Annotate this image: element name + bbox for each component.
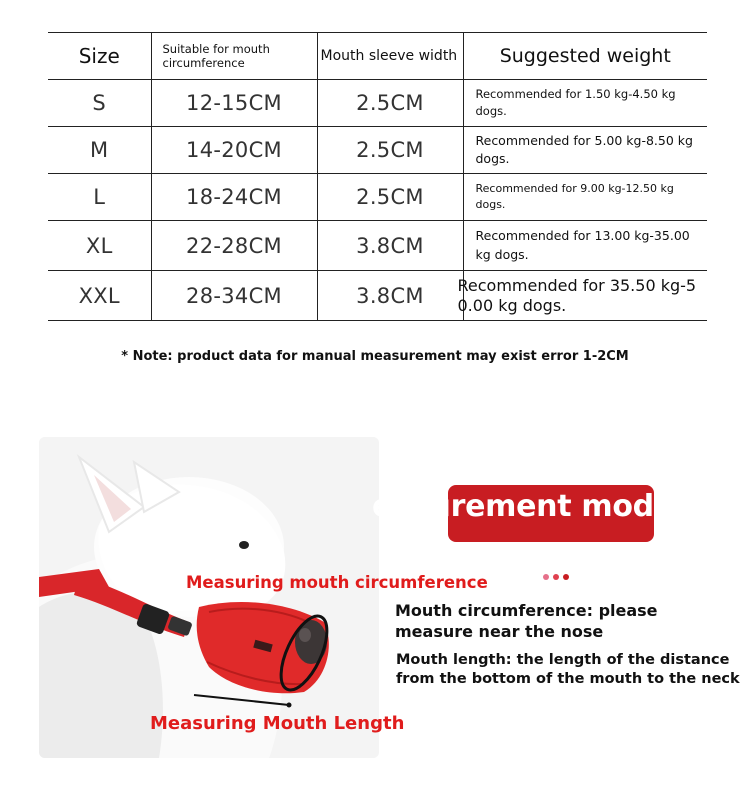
measurement-note: * Note: product data for manual measurement may exist error 1-2CM [121,349,629,364]
dot-icon [553,574,559,580]
width-cell: 2.5CM [317,174,463,221]
dog-illustration [39,437,379,758]
header-size: Size [48,33,151,80]
table-header-row [48,33,707,80]
dog-photo [39,437,379,758]
table-row [48,174,707,221]
size-cell: L [48,174,151,221]
weight-cell [457,271,707,321]
weight-cell: Recommended for 5.00 kg-8.50 kg dogs. [463,127,707,174]
label-measuring-length: Measuring Mouth Length [150,713,405,734]
weight-cell: Recommended for 13.00 kg-35.00 kg dogs. [463,221,707,271]
width-cell: 2.5CM [317,127,463,174]
table-row [48,127,707,174]
circumference-description: Mouth circumference: please measure near the nose [395,601,658,641]
weight-line-2: 0.00 kg dogs. [457,295,567,315]
width-cell: 2.5CM [317,80,463,127]
dot-icon [543,574,549,580]
size-table [48,32,707,321]
width-cell: 3.8CM [317,221,463,271]
label-measuring-circumference: Measuring mouth circumference [186,573,488,592]
circumference-cell: 28-34CM [151,271,317,321]
header-circumference: Suitable for mouth circumference [151,33,317,80]
decorative-dots [543,567,573,585]
circumference-cell: 14-20CM [151,127,317,174]
circumference-cell: 18-24CM [151,174,317,221]
size-cell: S [48,80,151,127]
table-row [48,80,707,127]
width-cell: 3.8CM [317,271,463,321]
table-row [48,221,707,271]
measurement-mode-title: easurement mode [372,489,674,524]
weight-line-1: Recommended for 35.50 kg-5 [457,275,697,295]
header-sleeve-width: Mouth sleeve width [317,33,463,80]
length-description: Mouth length: the length of the distance from the bottom of the mouth to the neck [396,652,740,687]
table-row [48,271,707,321]
dot-icon [563,574,569,580]
weight-cell: Recommended for 9.00 kg-12.50 kg dogs. [463,174,707,221]
circumference-cell: 22-28CM [151,221,317,271]
size-cell: XL [48,221,151,271]
size-cell: XXL [48,271,151,321]
weight-cell: Recommended for 1.50 kg-4.50 kg dogs. [463,80,707,127]
header-suggested-weight: Suggested weight [463,33,707,80]
circumference-cell: 12-15CM [151,80,317,127]
size-cell: M [48,127,151,174]
